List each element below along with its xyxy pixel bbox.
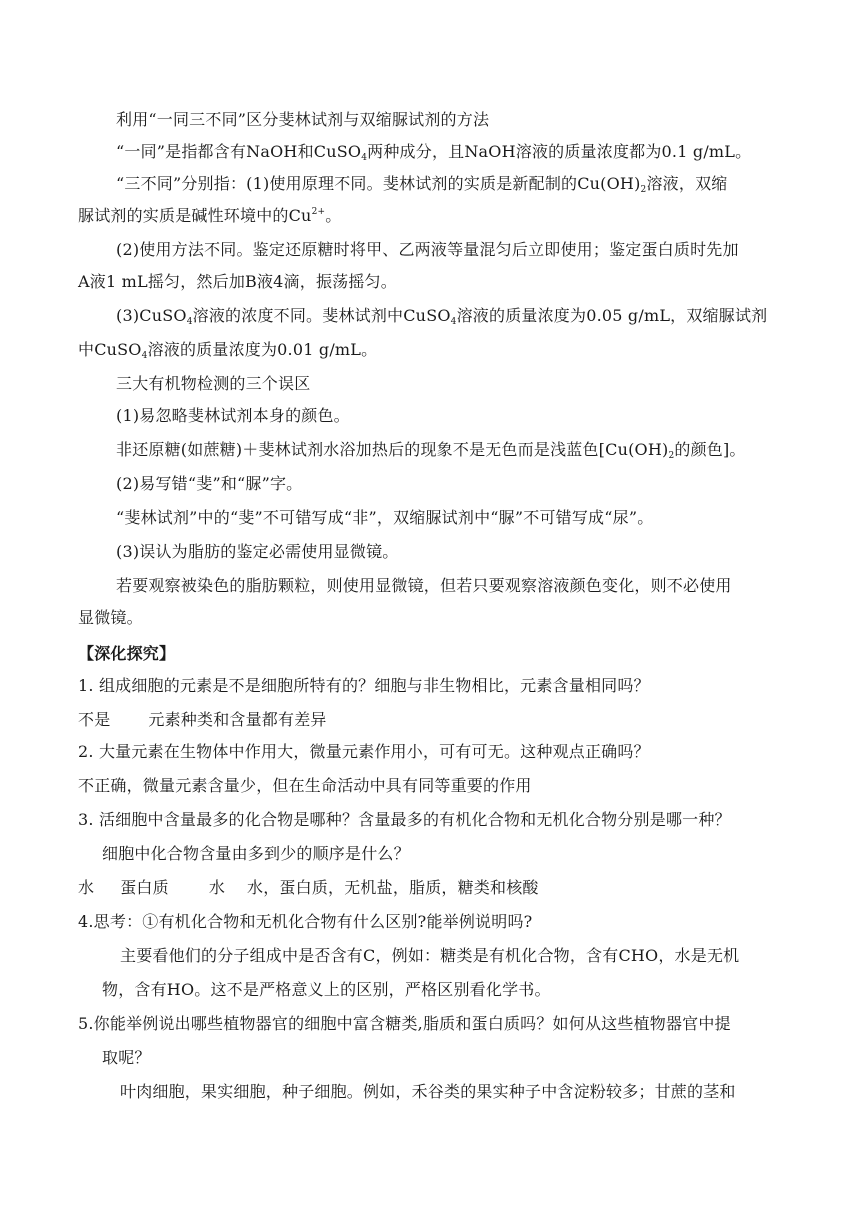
text: “一同”是指都含有NaOH和CuSO <box>116 142 362 161</box>
subscript: 2 <box>640 185 647 195</box>
text: A液1 mL摇匀，然后加B液4滴，振荡摇匀。 <box>78 272 397 291</box>
misconception-3 <box>116 542 398 562</box>
text: “斐林试剂”中的“斐”不可错写成“非”，双缩脲试剂中“脲”不可错写成“尿”。 <box>116 508 654 527</box>
text: 非还原糖(如蔗糖)＋斐林试剂水浴加热后的现象不是无色而是浅蓝色[Cu(OH) <box>116 440 669 459</box>
text: 叶肉细胞，果实细胞，种子细胞。例如，禾谷类的果实种子中含淀粉较多；甘蔗的茎和 <box>120 1082 736 1101</box>
answer-5 <box>120 1082 736 1102</box>
question-3 <box>78 810 731 830</box>
text: 细胞中化合物含量由多到少的顺序是什么？ <box>102 844 410 863</box>
question-5-cont <box>102 1048 151 1068</box>
section-heading-deep-inquiry <box>78 644 175 664</box>
text: 2. 大量元素在生物体中作用大，微量元素作用小，可有可无。这种观点正确吗？ <box>78 742 650 761</box>
text: 取呢？ <box>102 1048 151 1067</box>
answer-4 <box>120 946 739 966</box>
paragraph-three-differences <box>116 174 727 194</box>
misconception-2 <box>116 474 302 494</box>
text: 3. 活细胞中含量最多的化合物是哪种？含量最多的有机化合物和无机化合物分别是哪一种？ <box>78 810 731 829</box>
misconception-3-detail-cont <box>78 608 143 628</box>
text: 水，蛋白质，无机盐，脂质，糖类和核酸 <box>247 878 539 897</box>
text: 水 <box>78 878 95 897</box>
misconception-2-detail <box>116 508 653 528</box>
text: 显微镜。 <box>78 608 143 627</box>
subscript: 4 <box>450 317 457 327</box>
text: 两种成分，且NaOH溶液的质量浓度都为0.1 g/mL。 <box>367 142 752 161</box>
question-5 <box>78 1014 731 1034</box>
text: 【深化探究】 <box>78 644 176 663</box>
text: 中CuSO <box>78 340 142 359</box>
misconception-1 <box>116 406 350 426</box>
text: “三不同”分别指：(1)使用原理不同。斐林试剂的实质是新配制的Cu(OH) <box>116 174 641 193</box>
paragraph-usage-method <box>116 240 739 260</box>
question-2 <box>78 742 650 762</box>
paragraph-three-differences-cont <box>78 206 341 226</box>
text: (3)误认为脂肪的鉴定必需使用显微镜。 <box>116 542 399 561</box>
misconception-3-detail <box>116 576 732 596</box>
text: 物，含有HO。这不是严格意义上的区别，严格区别看化学书。 <box>102 980 551 999</box>
text: 1. 组成细胞的元素是不是细胞所特有的？细胞与非生物相比，元素含量相同吗？ <box>78 676 650 695</box>
text: 溶液的质量浓度为0.05 g/mL，双缩脲试剂 <box>456 306 768 325</box>
question-1 <box>78 676 650 696</box>
superscript: 2+ <box>311 207 326 217</box>
misconception-1-detail <box>116 440 746 460</box>
subscript: 4 <box>361 153 368 163</box>
text: (2)易写错“斐”和“脲”字。 <box>116 474 303 493</box>
text: 5.你能举例说出哪些植物器官的细胞中富含糖类,脂质和蛋白质吗？如何从这些植物器官中提 <box>78 1014 731 1033</box>
text: 水 <box>208 878 226 897</box>
paragraph-concentration-cont <box>78 340 377 360</box>
paragraph-one-same <box>116 142 751 162</box>
text: 蛋白质 <box>120 878 169 897</box>
text: 三大有机物检测的三个误区 <box>116 374 311 393</box>
text: (3)CuSO <box>116 306 187 325</box>
answer-4-cont <box>102 980 551 1000</box>
text: 利用“一同三不同”区分斐林试剂与双缩脲试剂的方法 <box>116 110 490 129</box>
text: (2)使用方法不同。鉴定还原糖时将甲、乙两液等量混匀后立即使用；鉴定蛋白质时先加 <box>116 240 739 259</box>
text: 若要观察被染色的脂肪颗粒，则使用显微镜，但若只要观察溶液颜色变化，则不必使用 <box>116 576 732 595</box>
answer-1 <box>78 710 327 730</box>
paragraph-concentration <box>116 306 767 326</box>
text: 的颜色]。 <box>674 440 746 459</box>
subscript: 2 <box>668 451 675 461</box>
text: 不正确，微量元素含量少，但在生命活动中具有同等重要的作用 <box>78 776 532 795</box>
text: 溶液，双缩 <box>646 174 728 193</box>
answer-2 <box>78 776 532 796</box>
question-3-cont <box>102 844 410 864</box>
text: 元素种类和含量都有差异 <box>148 710 327 729</box>
text: 主要看他们的分子组成中是否含有C，例如：糖类是有机化合物，含有CHO，水是无机 <box>120 946 740 965</box>
text: 不是 <box>78 710 111 729</box>
section-title-misconceptions <box>116 374 310 394</box>
subscript: 4 <box>186 317 193 327</box>
text: 4.思考：①有机化合物和无机化合物有什么区别?能举例说明吗? <box>78 912 533 931</box>
answer-3 <box>78 878 539 898</box>
text: 溶液的浓度不同。斐林试剂中CuSO <box>192 306 451 325</box>
question-4 <box>78 912 532 932</box>
text: 。 <box>325 206 342 225</box>
paragraph-usage-method-cont <box>78 272 397 292</box>
text: 溶液的质量浓度为0.01 g/mL。 <box>147 340 378 359</box>
section-title-distinguish-method <box>116 110 489 130</box>
subscript: 4 <box>141 351 148 361</box>
text: 脲试剂的实质是碱性环境中的Cu <box>78 206 312 225</box>
text: (1)易忽略斐林试剂本身的颜色。 <box>116 406 350 425</box>
